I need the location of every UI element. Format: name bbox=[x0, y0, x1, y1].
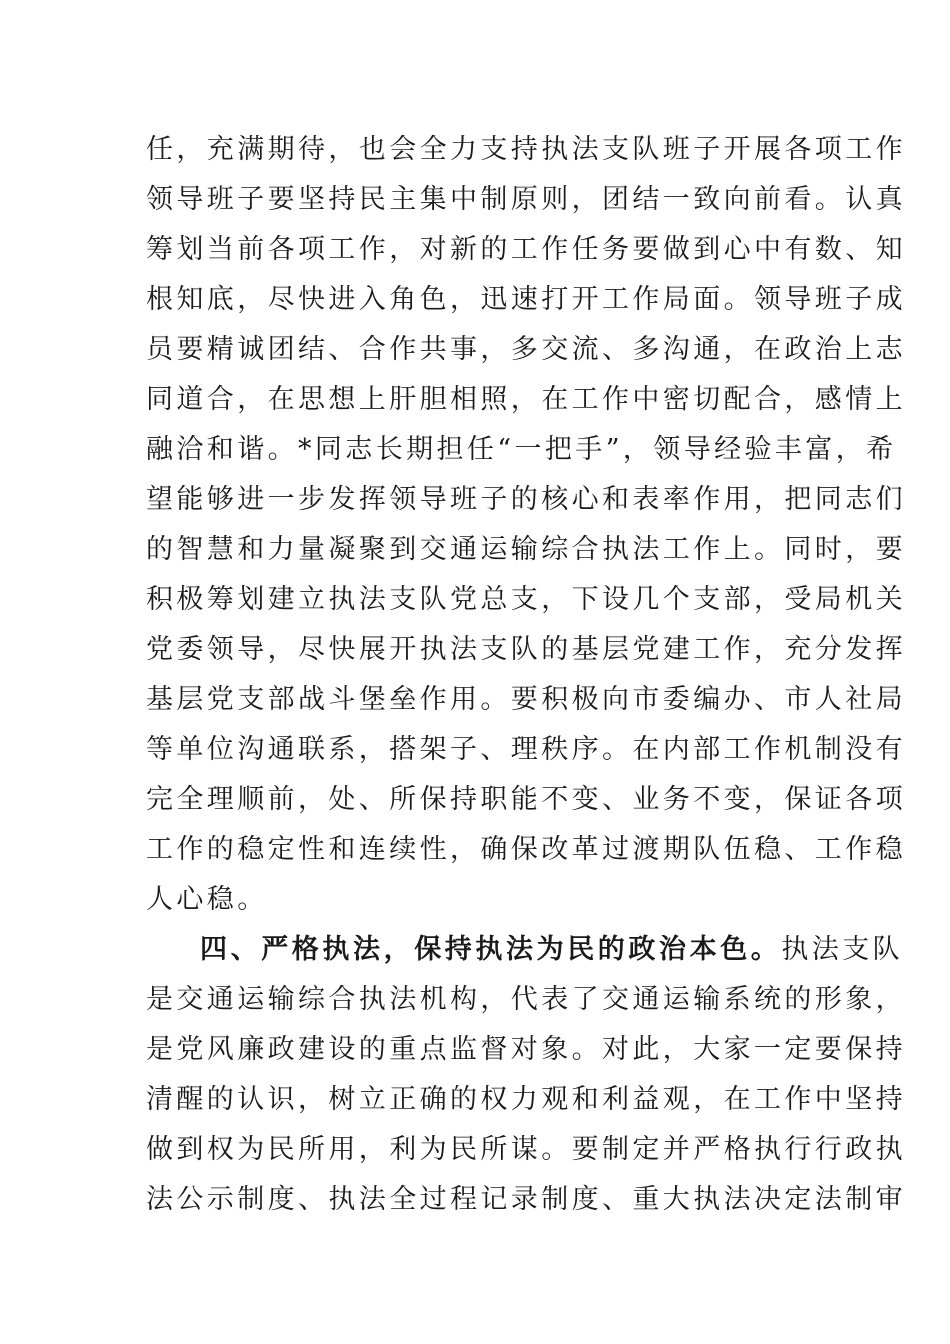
body-text-line: 完全理顺前，处、所保持职能不变、业务不变，保证各项 bbox=[146, 784, 906, 815]
body-text-line: 融洽和谐。*同志长期担任“一把手”，领导经验丰富，希 bbox=[146, 434, 897, 465]
body-text-line: 领导班子要坚持民主集中制原则，团结一致向前看。认真 bbox=[146, 184, 906, 215]
body-text-line: 同道合，在思想上肝胆相照，在工作中密切配合，感情上 bbox=[146, 384, 906, 415]
body-text-line: 基层党支部战斗堡垒作用。要积极向市委编办、市人社局 bbox=[146, 684, 906, 715]
section-first-line-text: 执法支队 bbox=[781, 934, 904, 965]
body-text-line: 根知底，尽快进入角色，迅速打开工作局面。领导班子成 bbox=[146, 284, 906, 315]
body-text-line: 积极筹划建立执法支队党总支，下设几个支部，受局机关 bbox=[146, 584, 906, 615]
body-text-line: 望能够进一步发挥领导班子的核心和表率作用，把同志们 bbox=[146, 484, 906, 515]
body-text-line: 做到权为民所用，利为民所谋。要制定并严格执行行政执 bbox=[146, 1134, 906, 1165]
body-text-line: 法公示制度、执法全过程记录制度、重大执法决定法制审 bbox=[146, 1184, 906, 1215]
section-heading-line bbox=[200, 925, 903, 975]
body-text-line: 任，充满期待，也会全力支持执法支队班子开展各项工作 bbox=[146, 134, 906, 165]
body-text-line: 的智慧和力量凝聚到交通运输综合执法工作上。同时，要 bbox=[146, 534, 906, 565]
body-text-line: 是党风廉政建设的重点监督对象。对此，大家一定要保持 bbox=[146, 1034, 906, 1065]
body-text-line: 工作的稳定性和连续性，确保改革过渡期队伍稳、工作稳 bbox=[146, 834, 906, 865]
body-text-line: 员要精诚团结、合作共事，多交流、多沟通，在政治上志 bbox=[146, 334, 906, 365]
body-text-line: 党委领导，尽快展开执法支队的基层党建工作，充分发挥 bbox=[146, 634, 906, 665]
body-text-line: 人心稳。 bbox=[146, 884, 268, 915]
section-heading: 四、严格执法，保持执法为民的政治本色。 bbox=[200, 934, 782, 965]
body-text-line: 是交通运输综合执法机构，代表了交通运输系统的形象， bbox=[146, 984, 906, 1015]
body-text-line: 筹划当前各项工作，对新的工作任务要做到心中有数、知 bbox=[146, 234, 906, 265]
body-text-line: 清醒的认识，树立正确的权力观和利益观，在工作中坚持 bbox=[146, 1084, 906, 1115]
body-text-line: 等单位沟通联系，搭架子、理秩序。在内部工作机制没有 bbox=[146, 734, 906, 765]
